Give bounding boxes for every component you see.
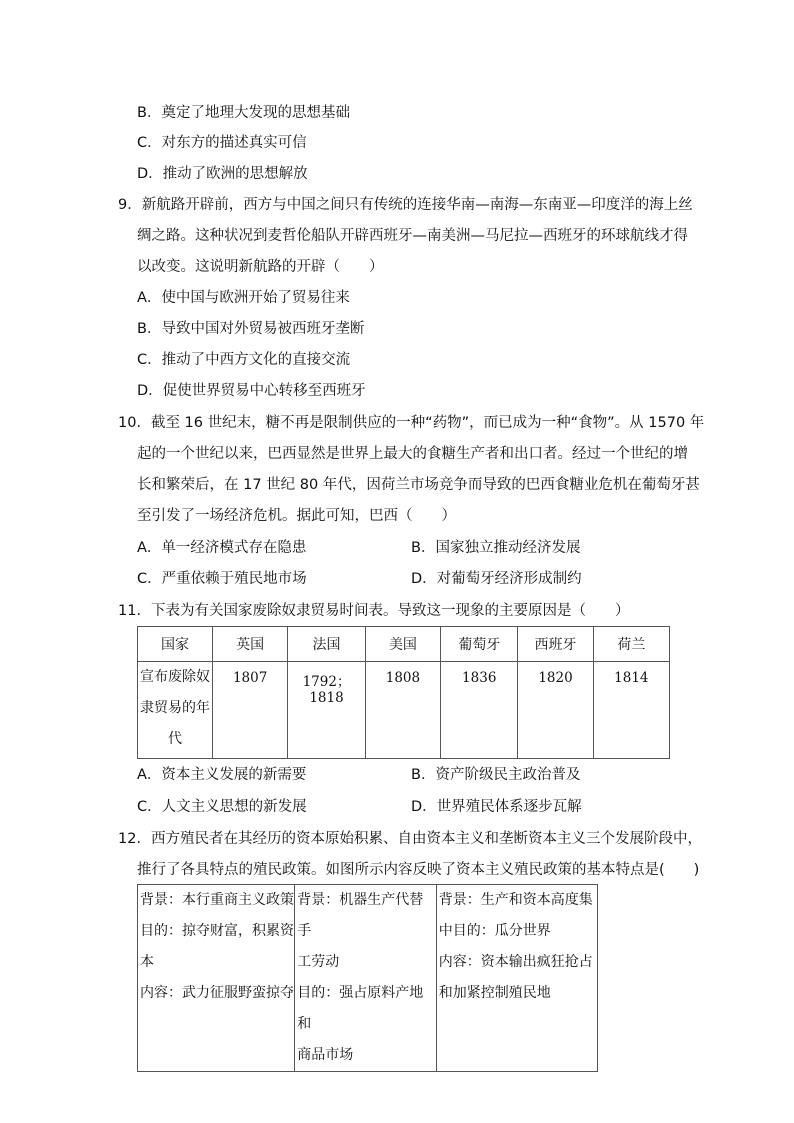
q9-stem-line2: 绸之路。这种状况到麦哲伦船队开辟西班牙—南美洲—马尼拉—西班牙的环球航线才得 bbox=[137, 228, 688, 244]
q11-option-d: D．世界殖民体系逐步瓦解 bbox=[411, 799, 582, 815]
q12-stage2-line2: 工劳动 bbox=[297, 954, 340, 970]
q9-option-d: D．促使世界贸易中心转移至西班牙 bbox=[137, 383, 366, 399]
q11-option-a: A．资本主义发展的新需要 bbox=[137, 767, 307, 783]
q10-option-a: A．单一经济模式存在隐患 bbox=[137, 540, 307, 556]
q12-stage2-line1: 背景：机器生产代替手 bbox=[297, 892, 424, 939]
q10-option-c: C．严重依赖于殖民地市场 bbox=[137, 571, 307, 587]
q11-value-netherlands: 1814 bbox=[593, 662, 669, 759]
q11-header-netherlands: 荷兰 bbox=[593, 627, 669, 662]
q12-stage3-line2: 中目的：瓜分世界 bbox=[438, 923, 551, 939]
q11-option-c: C．人文主义思想的新发展 bbox=[137, 799, 307, 815]
q8-option-c: C．对东方的描述真实可信 bbox=[137, 135, 307, 151]
q9-stem-line3: 以改变。这说明新航路的开辟（ ） bbox=[137, 259, 384, 275]
q12-stage1-line4: 内容：武力征服野蛮掠夺 bbox=[140, 985, 294, 1001]
q11-value-portugal: 1836 bbox=[441, 662, 518, 759]
q12-stage1-cell bbox=[138, 885, 295, 1072]
q10-option-b: B．国家独立推动经济发展 bbox=[411, 540, 581, 556]
q11-row-label bbox=[138, 662, 213, 759]
q11-stem: 11．下表为有关国家废除奴隶贸易时间表。导致这一现象的主要原因是（ ） bbox=[118, 603, 630, 619]
q12-stage2-line3: 目的：强占原料产地和 bbox=[297, 985, 424, 1032]
q12-stage1-line1: 背景：本行重商主义政策 bbox=[140, 892, 294, 908]
q10-option-d: D．对葡萄牙经济形成制约 bbox=[411, 571, 582, 587]
q9-option-b: B．导致中国对外贸易被西班牙垄断 bbox=[137, 321, 365, 337]
q10-stem-line2: 起的一个世纪以来，巴西显然是世界上最大的食糖生产者和出口者。经过一个世纪的增 bbox=[137, 446, 688, 462]
q11-value-spain: 1820 bbox=[518, 662, 593, 759]
q8-option-d: D．推动了欧洲的思想解放 bbox=[137, 166, 308, 182]
q10-stem-line4: 至引发了一场经济危机。据此可知，巴西（ ） bbox=[137, 508, 456, 524]
q12-stage3-line3: 内容：资本输出疯狂抢占 bbox=[438, 954, 593, 970]
q11-row-label-line2: 隶贸易的年 bbox=[139, 700, 210, 716]
q12-stage1-line2: 目的：掠夺财富，积累资 bbox=[140, 923, 294, 939]
q12-stem-line1: 12．西方殖民者在其经历的资本原始积累、自由资本主义和垄断资本主义三个发展阶段中， bbox=[118, 831, 702, 847]
q11-header-country: 国家 bbox=[138, 627, 213, 662]
q12-table bbox=[137, 884, 598, 1072]
q11-header-usa: 美国 bbox=[365, 627, 440, 662]
q12-stage3-line4: 和加紧控制殖民地 bbox=[438, 985, 551, 1001]
q11-header-portugal: 葡萄牙 bbox=[441, 627, 518, 662]
q11-header-france: 法国 bbox=[288, 627, 366, 662]
q11-value-france: 1792；1818 bbox=[288, 662, 366, 759]
q9-option-c: C．推动了中西方文化的直接交流 bbox=[137, 352, 351, 368]
q11-header-spain: 西班牙 bbox=[518, 627, 593, 662]
q12-stage3-line1: 背景：生产和资本高度集 bbox=[438, 892, 593, 908]
q11-row-label-line1: 宣布废除奴 bbox=[139, 669, 210, 685]
q11-header-uk: 英国 bbox=[212, 627, 287, 662]
q11-value-usa: 1808 bbox=[365, 662, 440, 759]
q12-stem-line2: 推行了各具特点的殖民政策。如图所示内容反映了资本主义殖民政策的基本特点是( ) bbox=[137, 862, 700, 878]
q11-row-label-line3: 代 bbox=[167, 731, 182, 747]
q10-stem-line3: 长和繁荣后，在 17 世纪 80 年代，因荷兰市场竞争而导致的巴西食糖业危机在葡萄牙甚 bbox=[137, 477, 700, 493]
q9-option-a: A．使中国与欧洲开始了贸易往来 bbox=[137, 290, 350, 306]
q9-stem-line1: 9．新航路开辟前，西方与中国之间只有传统的连接华南—南海—东南亚—印度洋的海上丝 bbox=[118, 197, 693, 213]
q12-stage2-cell bbox=[295, 885, 436, 1072]
q10-stem-line1: 10．截至 16 世纪末，糖不再是限制供应的一种“药物”，而已成为一种“食物”。从 1570 年 bbox=[118, 415, 705, 431]
q12-stage2-line4: 商品市场 bbox=[297, 1047, 354, 1063]
q8-option-b: B．奠定了地理大发现的思想基础 bbox=[137, 105, 350, 121]
q12-stage3-cell bbox=[436, 885, 597, 1072]
q11-table bbox=[137, 626, 670, 759]
q11-option-b: B．资产阶级民主政治普及 bbox=[411, 767, 581, 783]
q11-value-uk: 1807 bbox=[212, 662, 287, 759]
q12-stage1-line3: 本 bbox=[140, 954, 154, 970]
